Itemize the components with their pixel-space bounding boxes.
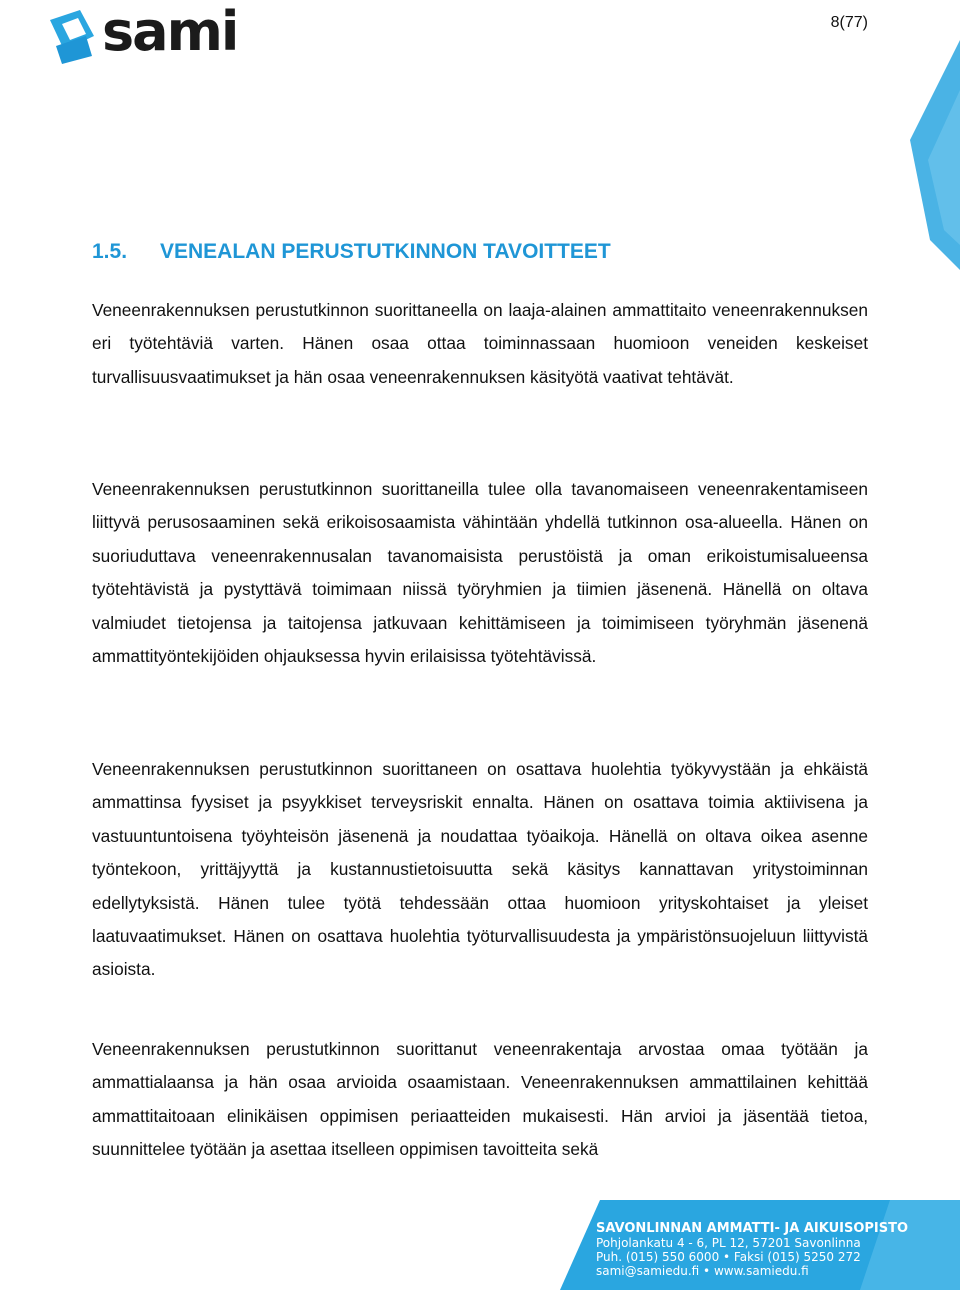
footer-contact-block: [596, 1222, 916, 1278]
paragraph-1: Veneenrakennuksen perustutkinnon suorittaneella on laaja-alainen ammattitaito veneenrakennuksen eri työtehtäviä varten. Hänen osaa ottaa toiminnassaan huomioon veneiden keskeiset turvallisuusvaatimukset ja hän osaa veneenrakennuksen käsityötä vaativat tehtävät.: [92, 300, 868, 387]
sami-logo: [42, 0, 262, 66]
paragraph-2: Veneenrakennuksen perustutkinnon suorittaneilla tulee olla tavanomaiseen veneenrakentamiseen liittyvä perusosaaminen sekä erikoisosaamista vähintään yhdellä tutkinnon osa-alueella. Hänen on suoriuduttava veneenrakennusalan tavanomaisista perustöistä ja oman erikoistumisalueensa työtehtävistä ja pystyttävä toimimaan niissä työryhmien ja tiimien jäsenenä. Hänellä on oltava valmiudet tietojensa ja taitojensa jatkuvaan kehittämiseen ja toimimiseen työryhmän jäsenenä ammattityöntekijöiden ohjauksessa hyvin erilaisissa työtehtävissä.: [92, 479, 868, 667]
footer-address: Pohjolankatu 4 - 6, PL 12, 57201 Savonlinna: [596, 1236, 861, 1250]
section-heading: [92, 240, 611, 264]
footer-phone: Puh. (015) 550 6000 • Faksi (015) 5250 272: [596, 1250, 861, 1264]
footer-school-name: SAVONLINNAN AMMATTI- JA AIKUISOPISTO: [596, 1221, 909, 1236]
footer: [560, 1200, 960, 1290]
section-number: 1.5.: [92, 240, 128, 263]
page-number: 8(77): [830, 14, 868, 31]
paragraph-3: Veneenrakennuksen perustutkinnon suorittaneen on osattava huolehtia työkyvystään ja ehkäistä ammattinsa fyysiset ja psyykkiset terveysriskit ennalta. Hänen on osattava toimia aktiivisena ja vastuuntuntoisena työyhteisön jäsenenä ja noudattaa työaikoja. Hänellä on oltava oikea asenne työntekoon, yrittäjyyttä ja kustannustietoisuutta sekä käsitys kannattavan yritystoiminnan edellytyksistä. Hänen tulee työtä tehdessään ottaa huomioon yrityskohtaiset ja yleiset laatuvaatimukset. Hänen on osattava huolehtia työturvallisuudesta ja ympäristönsuojeluun liittyvistä asioista.: [92, 759, 868, 980]
corner-decoration-icon: [870, 0, 960, 270]
paragraph-4: Veneenrakennuksen perustutkinnon suorittanut veneenrakentaja arvostaa omaa työtään ja ammattialaansa ja hän osaa arvioida osaamistaan. Veneenrakennuksen ammattilainen kehittää ammattitaitoaan elinikäisen oppimisen periaatteiden mukaisesti. Hän arvioi ja jäsentää tietoa, suunnittelee työtään ja asettaa itselleen oppimisen tavoitteita sekä: [92, 1039, 868, 1160]
logo-text: sami: [102, 0, 238, 63]
section-title: VENEALAN PERUSTUTKINNON TAVOITTEET: [160, 240, 611, 263]
footer-contact: sami@samiedu.fi • www.samiedu.fi: [596, 1264, 809, 1278]
logo-emblem-icon: [42, 6, 102, 66]
